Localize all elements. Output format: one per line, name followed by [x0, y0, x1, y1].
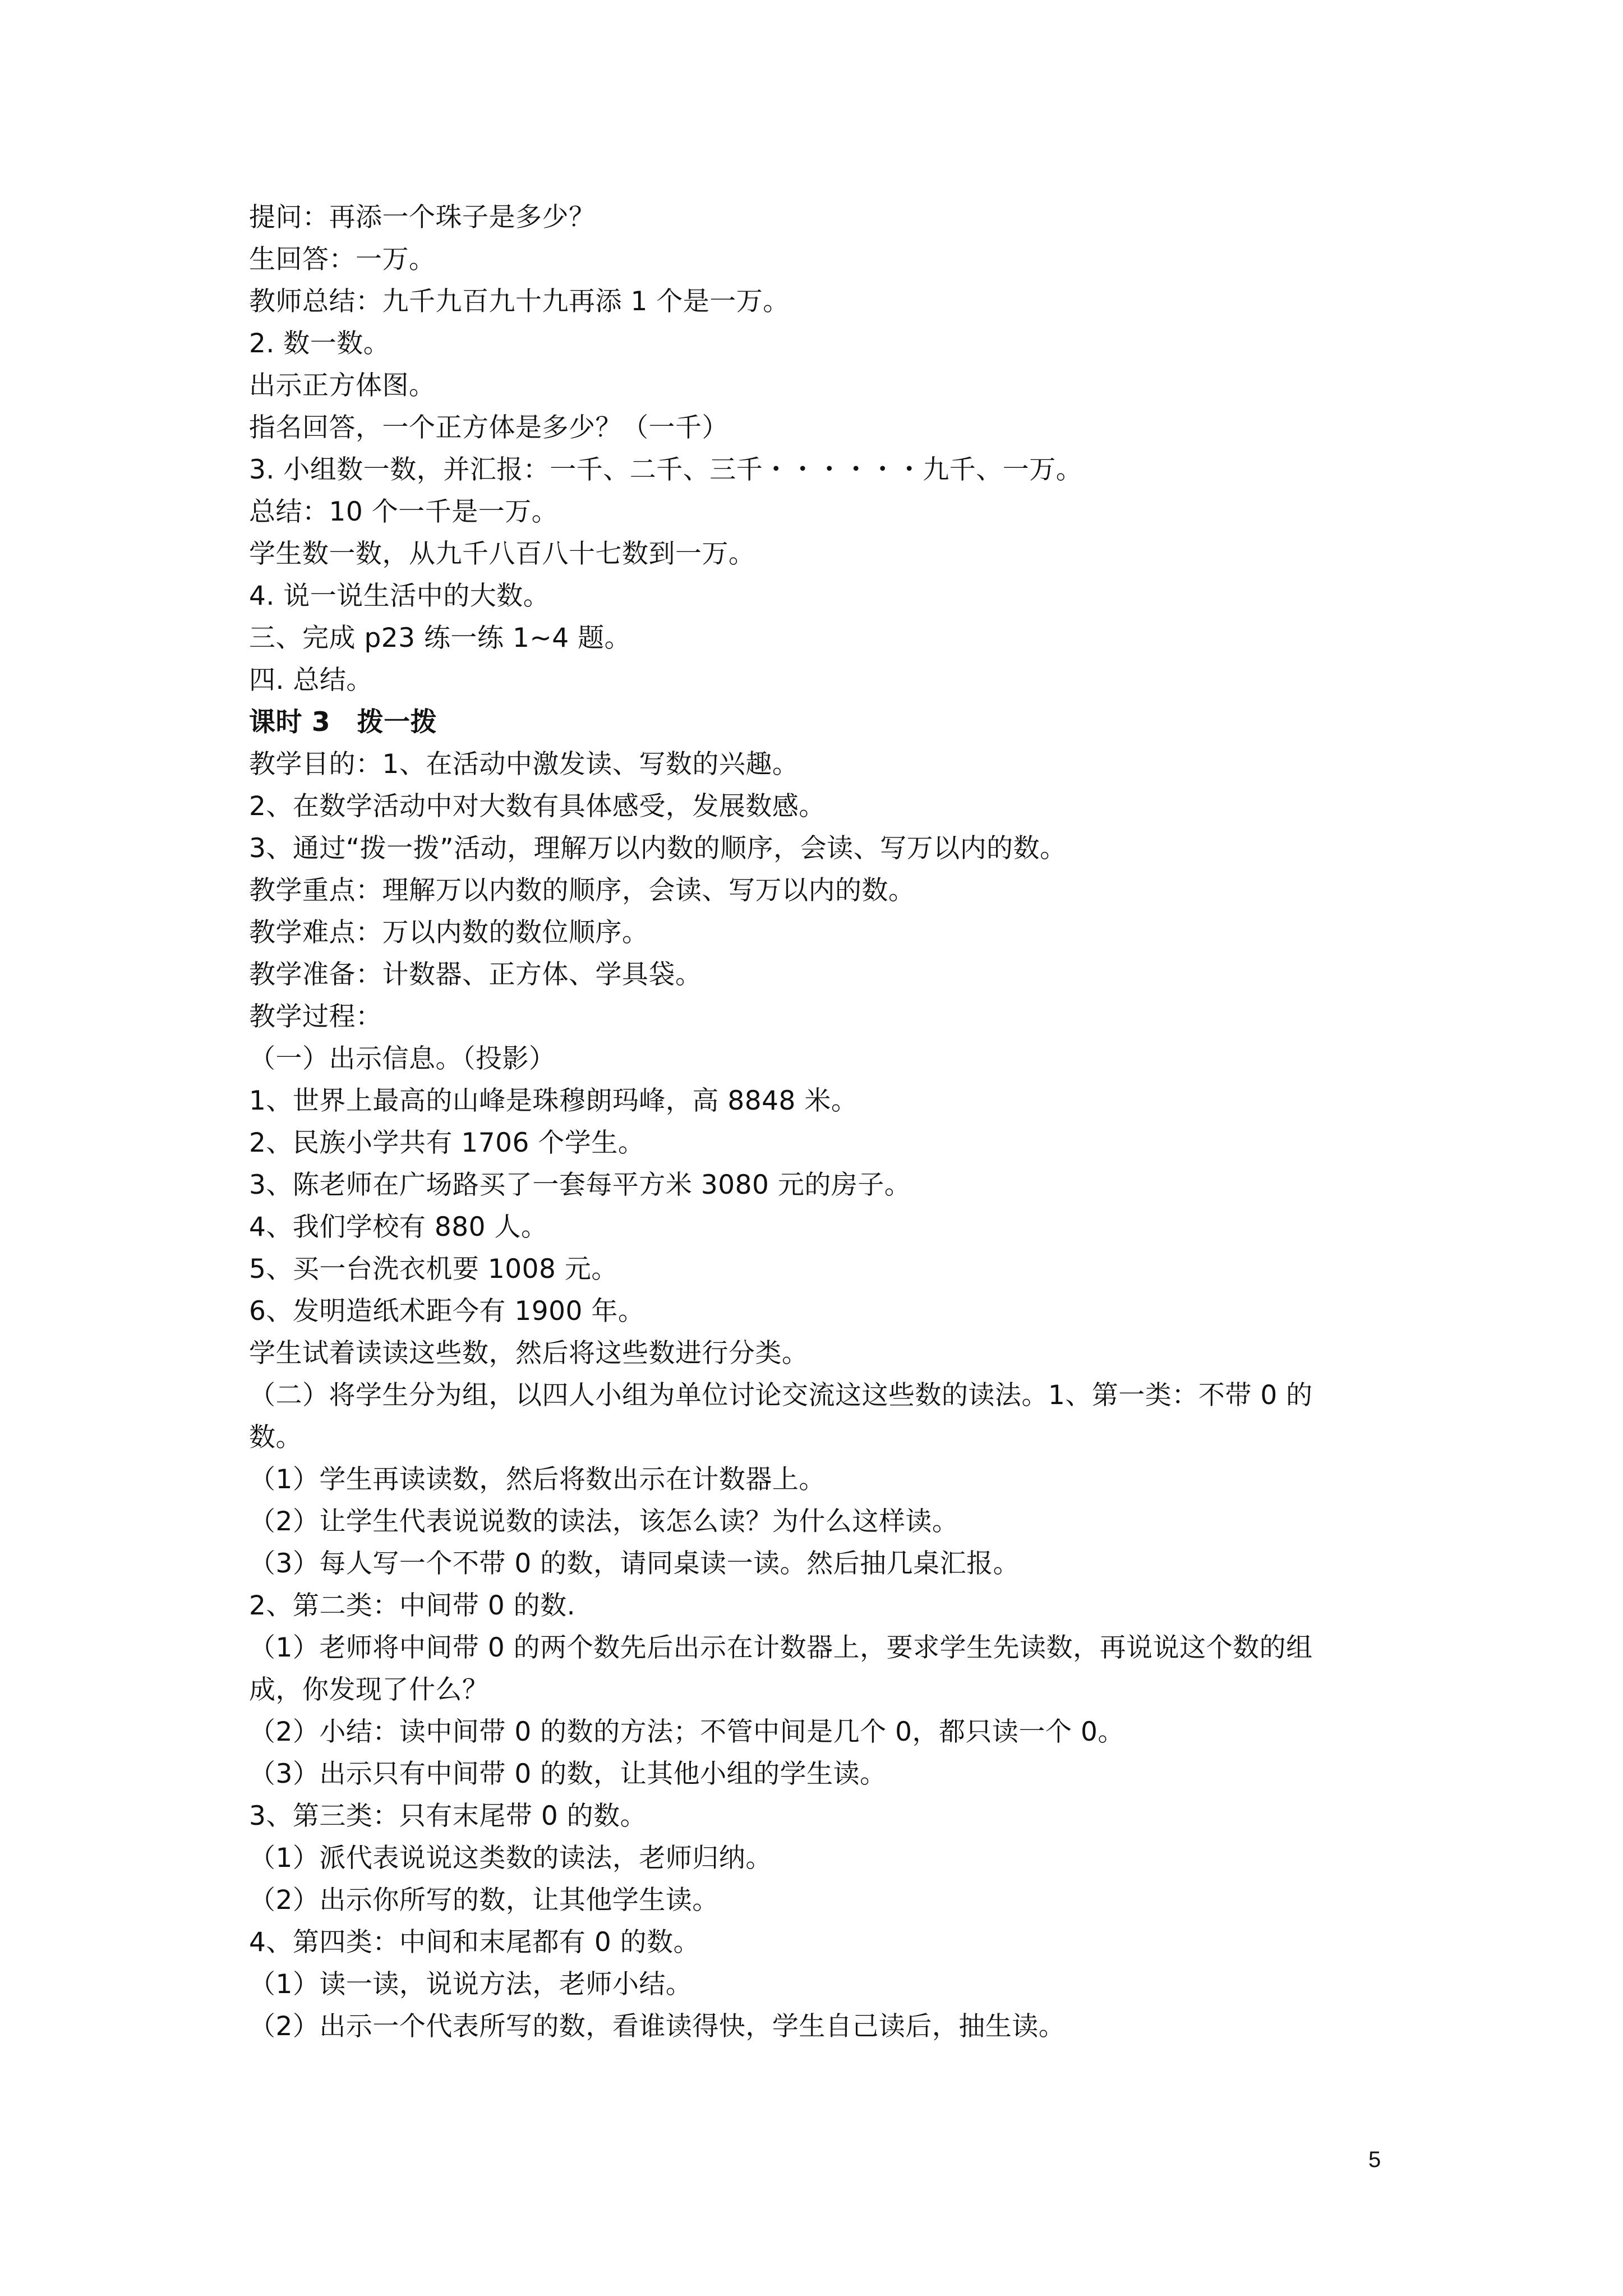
text-line: （3）出示只有中间带 0 的数，让其他小组的学生读。 [249, 1759, 887, 1789]
text-line: 4、我们学校有 880 人。 [249, 1212, 548, 1243]
text-line: 三、完成 p23 练一练 1~4 题。 [249, 623, 631, 654]
text-line: 3、通过“拨一拨”活动，理解万以内数的顺序，会读、写万以内的数。 [249, 833, 1067, 864]
text-line: 1、世界上最高的山峰是珠穆朗玛峰，高 8848 米。 [249, 1085, 858, 1116]
text-line: 6、发明造纸术距今有 1900 年。 [249, 1296, 645, 1327]
text-line: 生回答：一万。 [249, 244, 436, 275]
text-line: 成，你发现了什么？ [249, 1674, 489, 1705]
text-line: （1）读一读，说说方法，老师小结。 [249, 1969, 693, 2000]
text-line: 指名回答，一个正方体是多少？（一千） [249, 412, 728, 443]
text-line: 5、买一台洗衣机要 1008 元。 [249, 1254, 618, 1285]
text-line: （2）让学生代表说说数的读法，该怎么读？为什么这样读。 [249, 1506, 959, 1537]
text-line: 3、第三类：只有末尾带 0 的数。 [249, 1801, 647, 1832]
text-line: 学生数一数，从九千八百八十七数到一万。 [249, 539, 755, 569]
text-line: 教师总结：九千九百九十九再添 1 个是一万。 [249, 286, 790, 317]
text-line: 教学重点：理解万以内数的顺序，会读、写万以内的数。 [249, 875, 915, 906]
text-line: 3. 小组数一数，并汇报：一千、二千、三千・・・・・・九千、一万。 [249, 454, 1083, 485]
section-heading: 课时 3 拨一拨 [249, 707, 437, 738]
text-line: （2）小结：读中间带 0 的数的方法；不管中间是几个 0，都只读一个 0。 [249, 1717, 1124, 1747]
text-line: 教学过程： [249, 1001, 382, 1032]
text-line: 2、第二类：中间带 0 的数. [249, 1590, 576, 1621]
text-line: 教学准备：计数器、正方体、学具袋。 [249, 959, 702, 990]
text-line: （3）每人写一个不带 0 的数，请同桌读一读。然后抽几桌汇报。 [249, 1548, 1020, 1579]
text-line: 4、第四类：中间和末尾都有 0 的数。 [249, 1927, 700, 1958]
text-line: （1）学生再读读数，然后将数出示在计数器上。 [249, 1464, 826, 1495]
text-line: 2、民族小学共有 1706 个学生。 [249, 1128, 645, 1158]
text-line: （1）老师将中间带 0 的两个数先后出示在计数器上，要求学生先读数，再说说这个数的组 [249, 1632, 1313, 1663]
text-line: 教学难点：万以内数的数位顺序。 [249, 917, 649, 948]
page-body [249, 196, 1393, 2047]
text-line: （一）出示信息。（投影） [249, 1043, 556, 1074]
text-line: （二）将学生分为组，以四人小组为单位讨论交流这这些数的读法。1、第一类：不带 0 的 [249, 1380, 1313, 1411]
text-line: 出示正方体图。 [249, 370, 436, 401]
text-line: 四. 总结。 [249, 665, 373, 696]
text-line: 提问：再添一个珠子是多少？ [249, 202, 596, 233]
text-line: 4. 说一说生活中的大数。 [249, 581, 550, 611]
text-line: （1）派代表说说这类数的读法，老师归纳。 [249, 1843, 772, 1874]
text-line: （2）出示你所写的数，让其他学生读。 [249, 1885, 719, 1916]
page-number: 5 [1368, 2147, 1381, 2172]
text-line: 教学目的：1、在活动中激发读、写数的兴趣。 [249, 749, 799, 780]
text-line: 2、在数学活动中对大数有具体感受，发展数感。 [249, 791, 826, 822]
text-line: 学生试着读读这些数，然后将这些数进行分类。 [249, 1338, 809, 1369]
text-line: 2. 数一数。 [249, 328, 390, 359]
text-line: 3、陈老师在广场路买了一套每平方米 3080 元的房子。 [249, 1170, 911, 1200]
text-line: （2）出示一个代表所写的数，看谁读得快，学生自己读后，抽生读。 [249, 2011, 1066, 2042]
text-line: 数。 [249, 1422, 302, 1453]
text-line: 总结：10 个一千是一万。 [249, 496, 559, 527]
